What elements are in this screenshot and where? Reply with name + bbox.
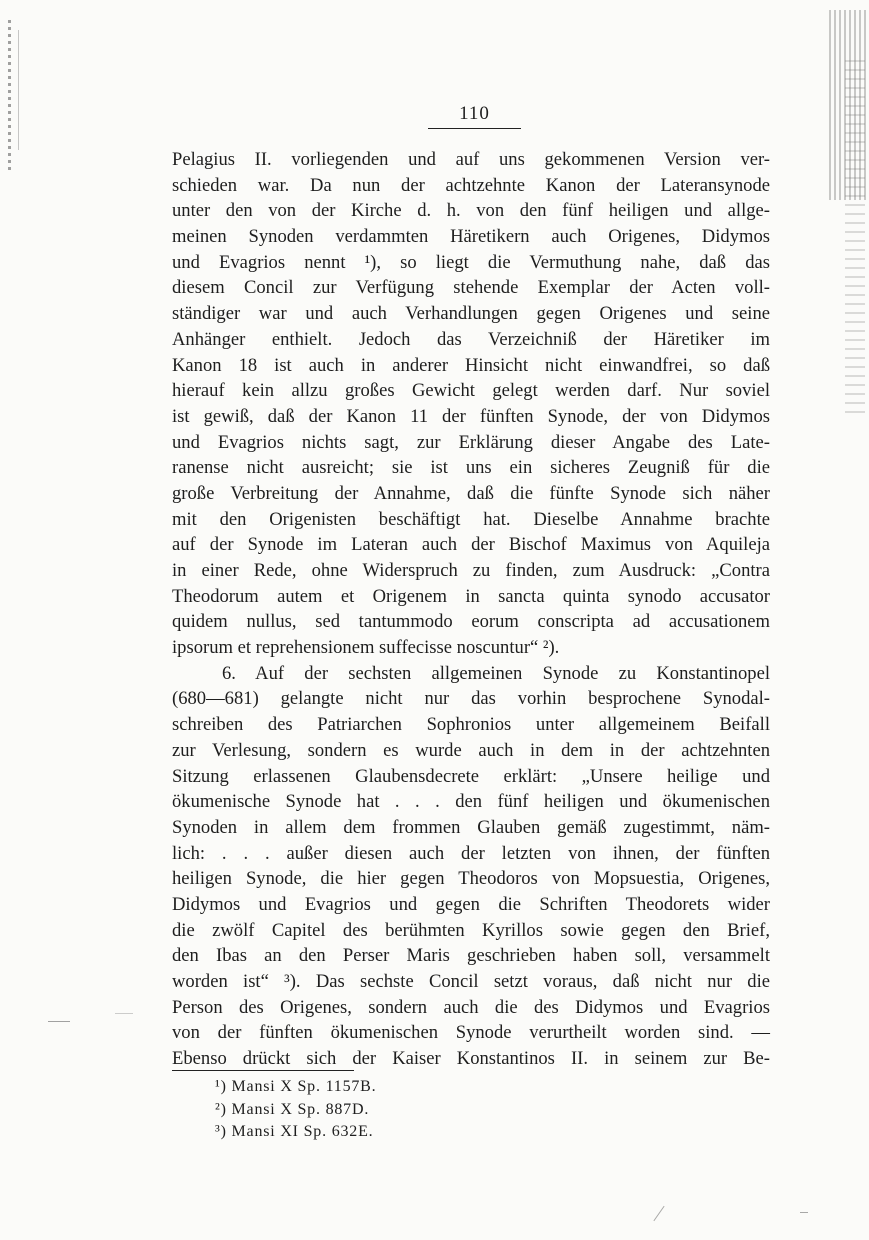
stray-mark <box>653 1206 664 1221</box>
text-line: und Evagrios nichts sagt, zur Erklärung dieser Angabe des Late- <box>172 431 770 453</box>
text-line: Ebenso drückt sich der Kaiser Konstantinos II. in seinem zur Be- <box>172 1048 770 1070</box>
text-line: auf der Synode im Lateran auch der Bischof Maximus von Aquileja <box>172 534 770 556</box>
text-line: ständiger war und auch Verhandlungen gegen Origenes und seine <box>172 303 770 325</box>
text-line: 6. Auf der sechsten allgemeinen Synode zu Konstantinopel <box>222 662 770 684</box>
text-line: die zwölf Capitel des berühmten Kyrillos sowie gegen den Brief, <box>172 919 770 941</box>
text-line: ranense nicht ausreicht; sie ist uns ein sicheres Zeugniß für die <box>172 457 770 479</box>
text-line: unter den von der Kirche d. h. von den fünf heiligen und allge- <box>172 200 770 222</box>
text-line: Anhänger enthielt. Jedoch das Verzeichniß der Häretiker im <box>172 328 770 350</box>
stray-mark <box>48 1021 70 1022</box>
text-line: schreiben des Patriarchen Sophronios unter allgemeinem Beifall <box>172 714 770 736</box>
text-line: quidem nullus, sed tantummodo eorum conscripta ad accusationem <box>172 611 770 633</box>
text-line: Sitzung erlassenen Glaubensdecrete erklärt: „Unsere heilige und <box>172 765 770 787</box>
stray-mark <box>115 1013 133 1014</box>
body-text <box>172 147 770 1072</box>
footnotes <box>215 1076 376 1144</box>
page-number: 110 <box>459 103 490 124</box>
text-line: worden ist“ ³). Das sechste Concil setzt voraus, daß nicht nur die <box>172 971 770 992</box>
text-line: zur Verlesung, sondern es wurde auch in dem in der achtzehnten <box>172 739 770 761</box>
text-line: ökumenische Synode hat . . . den fünf heiligen und ökumenischen <box>172 791 770 813</box>
scan-edge-artifact <box>18 30 19 150</box>
footnote: ²) Mansi X Sp. 887D. <box>215 1100 370 1118</box>
text-line: diesem Concil zur Verfügung stehende Exemplar der Acten voll- <box>172 277 770 299</box>
text-line: Person des Origenes, sondern auch die des Didymos und Evagrios <box>172 996 770 1018</box>
text-line: in einer Rede, ohne Widerspruch zu finden, zum Ausdruck: „Contra <box>172 560 770 581</box>
stray-mark <box>800 1212 808 1213</box>
text-line: von der fünften ökumenischen Synode verurtheilt worden sind. — <box>172 1022 770 1044</box>
text-line: hierauf kein allzu großes Gewicht gelegt werden darf. Nur soviel <box>172 380 770 402</box>
footnote: ¹) Mansi X Sp. 1157B. <box>215 1078 377 1095</box>
text-line: den Ibas an den Perser Maris geschrieben haben soll, versammelt <box>172 945 770 967</box>
text-line: ist gewiß, daß der Kanon 11 der fünften Synode, der von Didymos <box>172 405 770 427</box>
text-line: meinen Synoden verdammten Häretikern auch Origenes, Didymos <box>172 226 770 248</box>
text-line: große Verbreitung der Annahme, daß die fünfte Synode sich näher <box>172 482 770 504</box>
text-line: schieden war. Da nun der achtzehnte Kanon der Lateransynode <box>172 174 770 196</box>
page-number-rule <box>428 128 521 129</box>
text-line: (680—681) gelangte nicht nur das vorhin besprochene Synodal- <box>172 688 770 710</box>
text-line: Pelagius II. vorliegenden und auf uns gekommenen Version ver- <box>172 149 770 170</box>
text-line: heiligen Synode, die hier gegen Theodoros von Mopsuestia, Origenes, <box>172 868 770 890</box>
text-line: lich: . . . außer diesen auch der letzten von ihnen, der fünften <box>172 842 770 864</box>
text-line: und Evagrios nennt ¹), so liegt die Vermuthung nahe, daß das <box>172 251 770 273</box>
scan-edge-artifact <box>8 20 11 170</box>
text-line: Synoden in allem dem frommen Glauben gemäß zugestimmt, näm- <box>172 816 770 838</box>
text-line: ipsorum et reprehensionem suffecisse noscuntur“ ²). <box>172 637 560 659</box>
footnote-rule <box>172 1070 354 1071</box>
scan-edge-artifact <box>845 60 865 420</box>
text-line: Theodorum autem et Origenem in sancta quinta synodo accusator <box>172 585 770 607</box>
text-line: Didymos und Evagrios und gegen die Schriften Theodorets wider <box>172 893 770 915</box>
footnote: ³) Mansi XI Sp. 632E. <box>215 1123 374 1141</box>
text-line: mit den Origenisten beschäftigt hat. Dieselbe Annahme brachte <box>172 508 770 530</box>
text-line: Kanon 18 ist auch in anderer Hinsicht nicht einwandfrei, so daß <box>172 354 770 376</box>
